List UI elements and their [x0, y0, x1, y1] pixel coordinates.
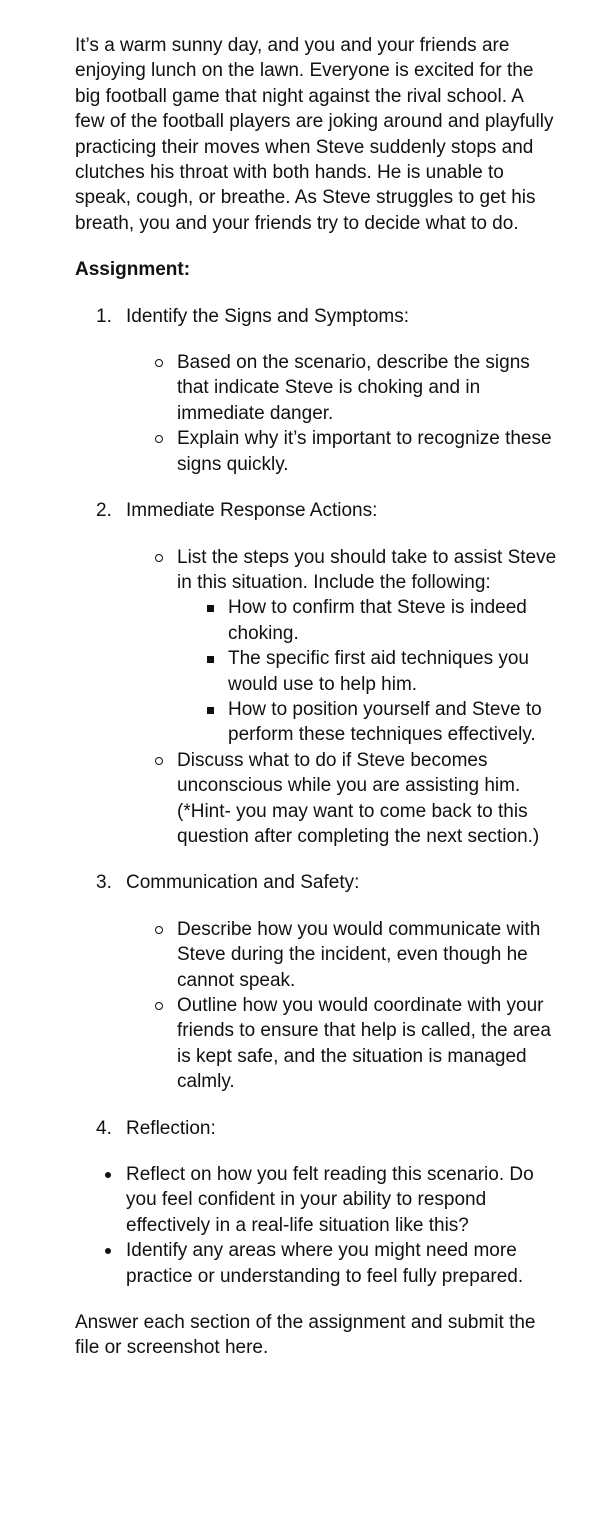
sub-list-item: How to position yourself and Steve to perform these techniques effectively. [177, 697, 558, 748]
scenario-paragraph: It’s a warm sunny day, and you and your friends are enjoying lunch on the lawn. Everyone is excited for the big football game that night against the rival school. A few of the football players are joking around and playfully practicing their moves when Steve suddenly stops and clutches his throat with both hands. He is unable to speak, cough, or breathe. As Steve struggles to get his breath, you and your friends try to decide what to do. [75, 35, 554, 234]
step-3 [75, 870, 558, 1094]
step-2 [75, 498, 558, 849]
step-number: 2. [96, 500, 112, 522]
reflection-items [75, 1162, 558, 1289]
step-title: Communication and Safety: [126, 872, 360, 894]
step-number: 3. [96, 872, 112, 894]
square-bullet-icon [207, 707, 214, 714]
list-item: Identify any areas where you might need more practice or understanding to feel fully prepared. [75, 1238, 558, 1289]
submission-instructions: Answer each section of the assignment and submit the file or screenshot here. [75, 1312, 536, 1359]
bullet-icon [105, 1248, 111, 1254]
list-item: Describe how you would communicate with Steve during the incident, even though he cannot speak. [126, 917, 558, 993]
step-3-items [126, 917, 558, 1095]
step-title: Identify the Signs and Symptoms: [126, 305, 410, 327]
sub-list-item: The specific first aid techniques you would use to help him. [177, 646, 558, 697]
hollow-bullet-icon [155, 926, 163, 934]
hollow-bullet-icon [155, 757, 163, 765]
list-item: Based on the scenario, describe the signs that indicate Steve is choking and in immediate danger. [126, 350, 558, 426]
list-item: Discuss what to do if Steve becomes unconscious while you are assisting him. (*Hint- you may want to come back to this question after completing the next section.) [126, 748, 558, 850]
step-2-items [126, 545, 558, 850]
step-number: 1. [96, 305, 112, 327]
list-item: Explain why it’s important to recognize these signs quickly. [126, 426, 558, 477]
bullet-icon [105, 1172, 111, 1178]
step-1-items [126, 350, 558, 477]
assignment-heading: Assignment: [75, 259, 191, 281]
step-title: Reflection: [126, 1117, 216, 1139]
step-1 [75, 304, 558, 477]
list-item: Reflect on how you felt reading this scenario. Do you feel confident in your ability to respond effectively in a real-life situation like this? [75, 1162, 558, 1238]
sub-list-item: How to confirm that Steve is indeed choking. [177, 595, 558, 646]
assignment-steps [75, 304, 558, 1141]
list-item: Outline how you would coordinate with your friends to ensure that help is called, the area is kept safe, and the situation is managed calmly. [126, 993, 558, 1095]
hollow-bullet-icon [155, 435, 163, 443]
hollow-bullet-icon [155, 1002, 163, 1010]
hollow-bullet-icon [155, 359, 163, 367]
square-bullet-icon [207, 605, 214, 612]
list-item: List the steps you should take to assist Steve in this situation. Include the following: How to confirm that Steve is indeed choking. The specific first aid techniques you would use to help him. How to position yourself and Steve to perform these techniques effectively. [126, 545, 558, 748]
step-4 [75, 1116, 558, 1141]
step-title: Immediate Response Actions: [126, 500, 378, 522]
hollow-bullet-icon [155, 554, 163, 562]
square-bullet-icon [207, 656, 214, 663]
step-number: 4. [96, 1117, 112, 1139]
step-2-subitems [177, 595, 558, 747]
